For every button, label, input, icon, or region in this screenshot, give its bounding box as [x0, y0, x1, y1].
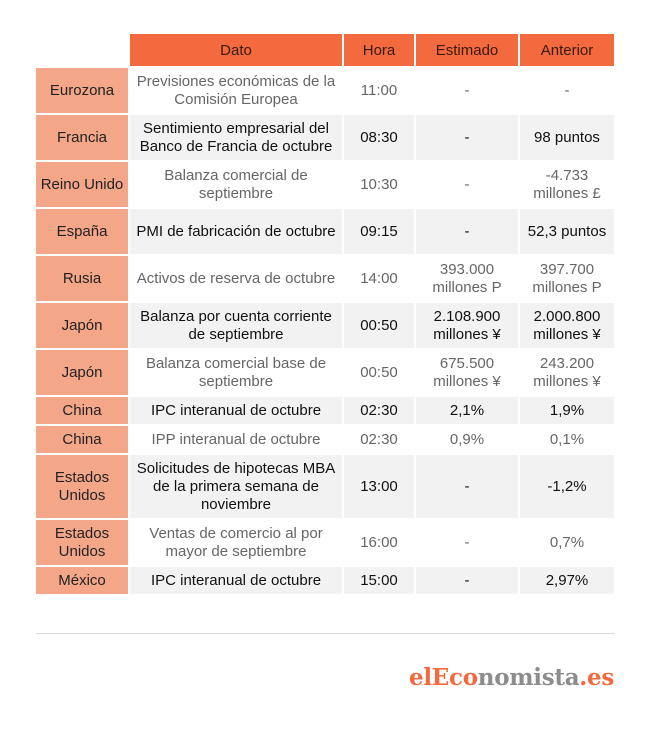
row-country: Francia: [36, 115, 130, 160]
row-country: España: [36, 209, 130, 254]
row-hora: 02:30: [344, 426, 416, 453]
row-country: China: [36, 426, 130, 453]
row-dato: Balanza comercial de septiembre: [130, 162, 344, 207]
row-hora: 08:30: [344, 115, 416, 160]
row-dato: Activos de reserva de octubre: [130, 256, 344, 301]
economic-calendar-table: [36, 34, 614, 594]
table-row: [36, 207, 614, 254]
row-anterior: 243.200 millones ¥: [520, 350, 614, 395]
row-dato: IPC interanual de octubre: [130, 567, 344, 594]
row-anterior: -4.733 millones £: [520, 162, 614, 207]
logo-part-1: elEco: [409, 664, 478, 691]
row-anterior: 2.000.800 millones ¥: [520, 303, 614, 348]
row-dato: Solicitudes de hipotecas MBA de la primera semana de noviembre: [130, 455, 344, 518]
row-hora: 13:00: [344, 455, 416, 518]
row-country: China: [36, 397, 130, 424]
row-hora: 00:50: [344, 303, 416, 348]
row-hora: 11:00: [344, 68, 416, 113]
row-estimado: 2,1%: [416, 397, 520, 424]
table-row: [36, 565, 614, 594]
table-row: [36, 348, 614, 395]
eleconomista-logo: [409, 664, 614, 691]
row-dato: IPC interanual de octubre: [130, 397, 344, 424]
row-dato: Sentimiento empresarial del Banco de Francia de octubre: [130, 115, 344, 160]
row-dato: PMI de fabricación de octubre: [130, 209, 344, 254]
row-country: Japón: [36, 303, 130, 348]
header-estimado: Estimado: [416, 34, 520, 66]
row-estimado: 0,9%: [416, 426, 520, 453]
row-hora: 16:00: [344, 520, 416, 565]
table-row: [36, 453, 614, 518]
logo-part-2: nomista: [477, 664, 580, 691]
divider: [36, 633, 614, 634]
row-estimado: -: [416, 68, 520, 113]
row-estimado: -: [416, 567, 520, 594]
header-dato: Dato: [130, 34, 344, 66]
row-hora: 00:50: [344, 350, 416, 395]
row-estimado: -: [416, 455, 520, 518]
row-estimado: -: [416, 209, 520, 254]
header-hora: Hora: [344, 34, 416, 66]
row-estimado: 675.500 millones ¥: [416, 350, 520, 395]
row-dato: IPP interanual de octubre: [130, 426, 344, 453]
row-estimado: 2.108.900 millones ¥: [416, 303, 520, 348]
table-row: [36, 254, 614, 301]
row-anterior: 2,97%: [520, 567, 614, 594]
row-dato: Previsiones económicas de la Comisión Europea: [130, 68, 344, 113]
row-anterior: 0,1%: [520, 426, 614, 453]
table-row: [36, 301, 614, 348]
row-country: Rusia: [36, 256, 130, 301]
row-hora: 02:30: [344, 397, 416, 424]
row-anterior: 1,9%: [520, 397, 614, 424]
row-anterior: 397.700 millones P: [520, 256, 614, 301]
row-anterior: -: [520, 68, 614, 113]
row-country: Estados Unidos: [36, 520, 130, 565]
row-anterior: -1,2%: [520, 455, 614, 518]
header-anterior: Anterior: [520, 34, 614, 66]
row-estimado: -: [416, 115, 520, 160]
row-anterior: 0,7%: [520, 520, 614, 565]
row-estimado: -: [416, 162, 520, 207]
table-header: [130, 34, 614, 66]
table-row: [36, 395, 614, 424]
table-row: [36, 518, 614, 565]
row-country: Japón: [36, 350, 130, 395]
row-estimado: -: [416, 520, 520, 565]
table-row: [36, 424, 614, 453]
row-hora: 10:30: [344, 162, 416, 207]
row-country: Estados Unidos: [36, 455, 130, 518]
row-hora: 09:15: [344, 209, 416, 254]
row-dato: Balanza por cuenta corriente de septiembre: [130, 303, 344, 348]
table-row: [36, 66, 614, 113]
row-country: México: [36, 567, 130, 594]
table-row: [36, 113, 614, 160]
table-row: [36, 160, 614, 207]
row-hora: 14:00: [344, 256, 416, 301]
row-anterior: 98 puntos: [520, 115, 614, 160]
row-country: Reino Unido: [36, 162, 130, 207]
row-estimado: 393.000 millones P: [416, 256, 520, 301]
row-dato: Balanza comercial base de septiembre: [130, 350, 344, 395]
row-dato: Ventas de comercio al por mayor de septiembre: [130, 520, 344, 565]
row-anterior: 52,3 puntos: [520, 209, 614, 254]
row-country: Eurozona: [36, 68, 130, 113]
row-hora: 15:00: [344, 567, 416, 594]
logo-part-3: .es: [579, 664, 614, 691]
